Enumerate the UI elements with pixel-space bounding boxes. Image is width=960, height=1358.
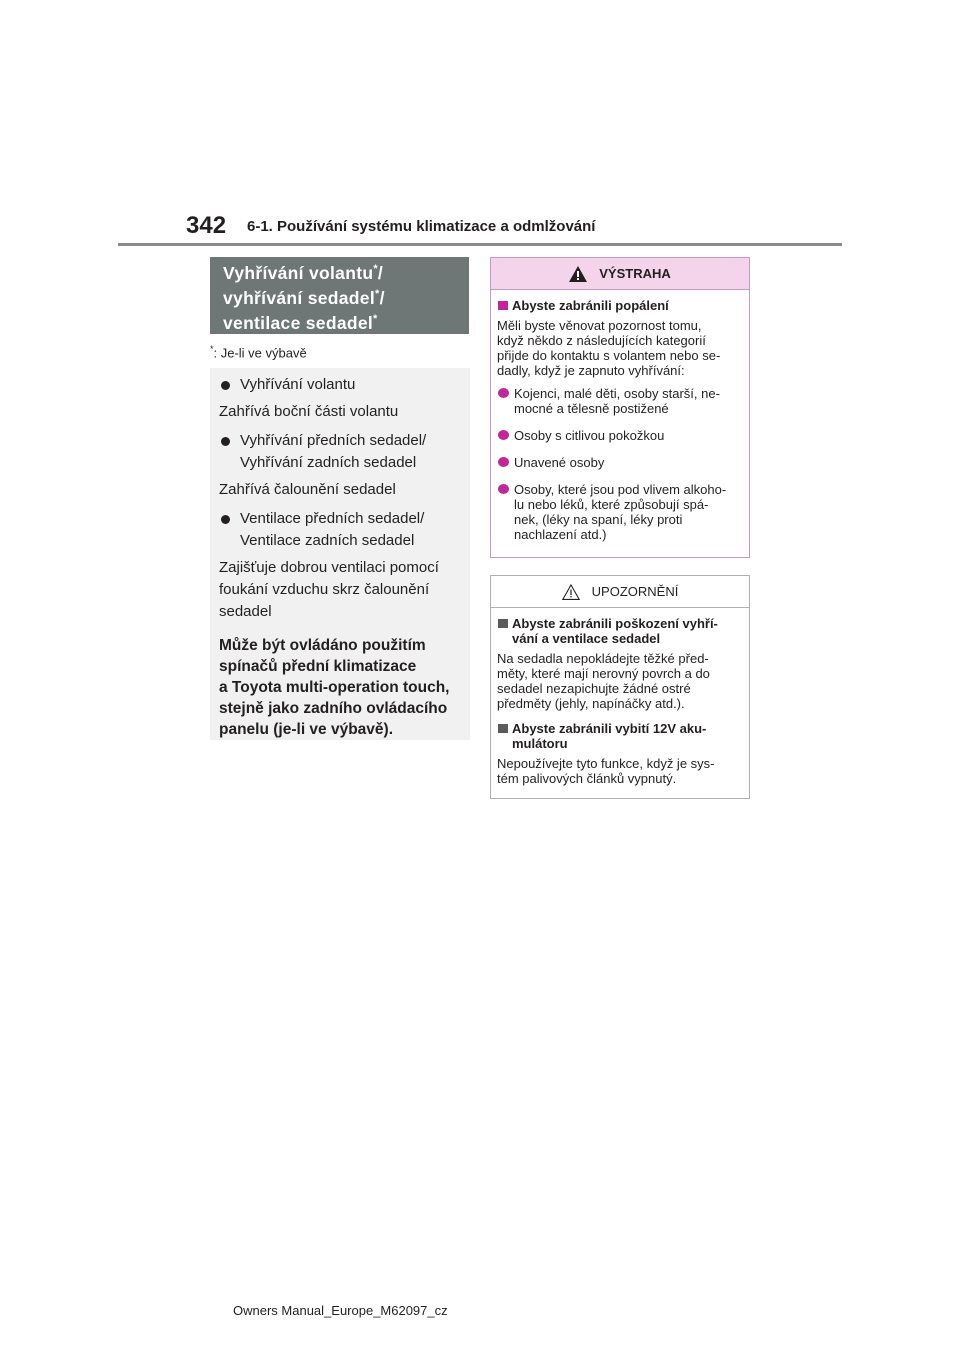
square-bullet-icon (498, 619, 508, 628)
list-item: Vyhřívání volantu (219, 374, 462, 396)
warning-box (490, 257, 750, 558)
caution-header (491, 576, 749, 608)
caution-box (490, 575, 750, 799)
caution-subheading: Abyste zabránili poškození vyhří- vání a ventilace sedadel (497, 616, 742, 646)
caution-text: Na sedadla nepokládejte těžké před- měty, které mají nerovný povrch a do sedadel nezapichujte žádné ostré předměty (jehly, napínáčky atd.). (497, 651, 710, 711)
warning-title: VÝSTRAHA (599, 266, 671, 281)
caution-text: Nepoužívejte tyto funkce, když je sys- tém palivových článků vypnutý. (497, 756, 715, 786)
bullet-dot-icon (221, 381, 230, 390)
caution-subheading: Abyste zabránili vybití 12V aku- mulátoru (497, 721, 742, 751)
caution-triangle-icon (562, 584, 580, 600)
list-item: Osoby s citlivou pokožkou (497, 428, 742, 443)
description: Zajišťuje dobrou ventilaci pomocí foukání vzduchu skrz čalounění sedadel (219, 559, 439, 620)
circle-bullet-icon (498, 430, 509, 440)
list-item: Ventilace předních sedadel/ Ventilace zadních sedadel (219, 508, 462, 552)
topic-heading (210, 257, 469, 334)
list-item: Kojenci, malé děti, osoby starší, ne- mocné a tělesně postižené (497, 386, 742, 416)
operation-note: Může být ovládáno použitím spínačů přední klimatizace a Toyota multi-operation touch, stejně jako zadního ovládacího panelu (je-li ve výbavě). (219, 637, 450, 738)
availability-footnote: *: Je-li ve výbavě (210, 344, 307, 361)
warning-triangle-icon (569, 266, 587, 282)
circle-bullet-icon (498, 388, 509, 398)
square-bullet-icon (498, 724, 508, 733)
heading-line-1: Vyhřívání volantu*/ (223, 263, 384, 283)
heading-line-3: ventilace sedadel* (223, 313, 378, 333)
heading-line-2: vyhřívání sedadel*/ (223, 288, 385, 308)
circle-bullet-icon (498, 484, 509, 494)
square-bullet-icon (498, 301, 508, 310)
feature-list (210, 368, 470, 740)
footer-text: Owners Manual_Europe_M62097_cz (233, 1303, 448, 1318)
circle-bullet-icon (498, 457, 509, 467)
warning-intro: Měli byste věnovat pozornost tomu, když někdo z následujících kategorií přijde do kontaktu s volantem nebo se- dadly, když je zapnuto vyhřívání: (497, 318, 721, 378)
warning-header (491, 258, 749, 290)
list-item: Unavené osoby (497, 455, 742, 470)
description: Zahřívá boční části volantu (219, 403, 399, 420)
bullet-dot-icon (221, 515, 230, 524)
header-divider (118, 243, 842, 246)
description: Zahřívá čalounění sedadel (219, 481, 396, 498)
warning-subheading: Abyste zabránili popálení (497, 298, 742, 313)
list-item: Vyhřívání předních sedadel/ Vyhřívání zadních sedadel (219, 430, 462, 474)
bullet-dot-icon (221, 437, 230, 446)
section-title: 6-1. Používání systému klimatizace a odmlžování (247, 218, 596, 235)
page-number: 342 (186, 212, 227, 239)
list-item: Osoby, které jsou pod vlivem alkoho- lu nebo léků, které způsobují spá- nek, (léky na spaní, léky proti nachlazení atd.) (497, 482, 742, 542)
caution-title: UPOZORNĚNÍ (591, 584, 679, 599)
